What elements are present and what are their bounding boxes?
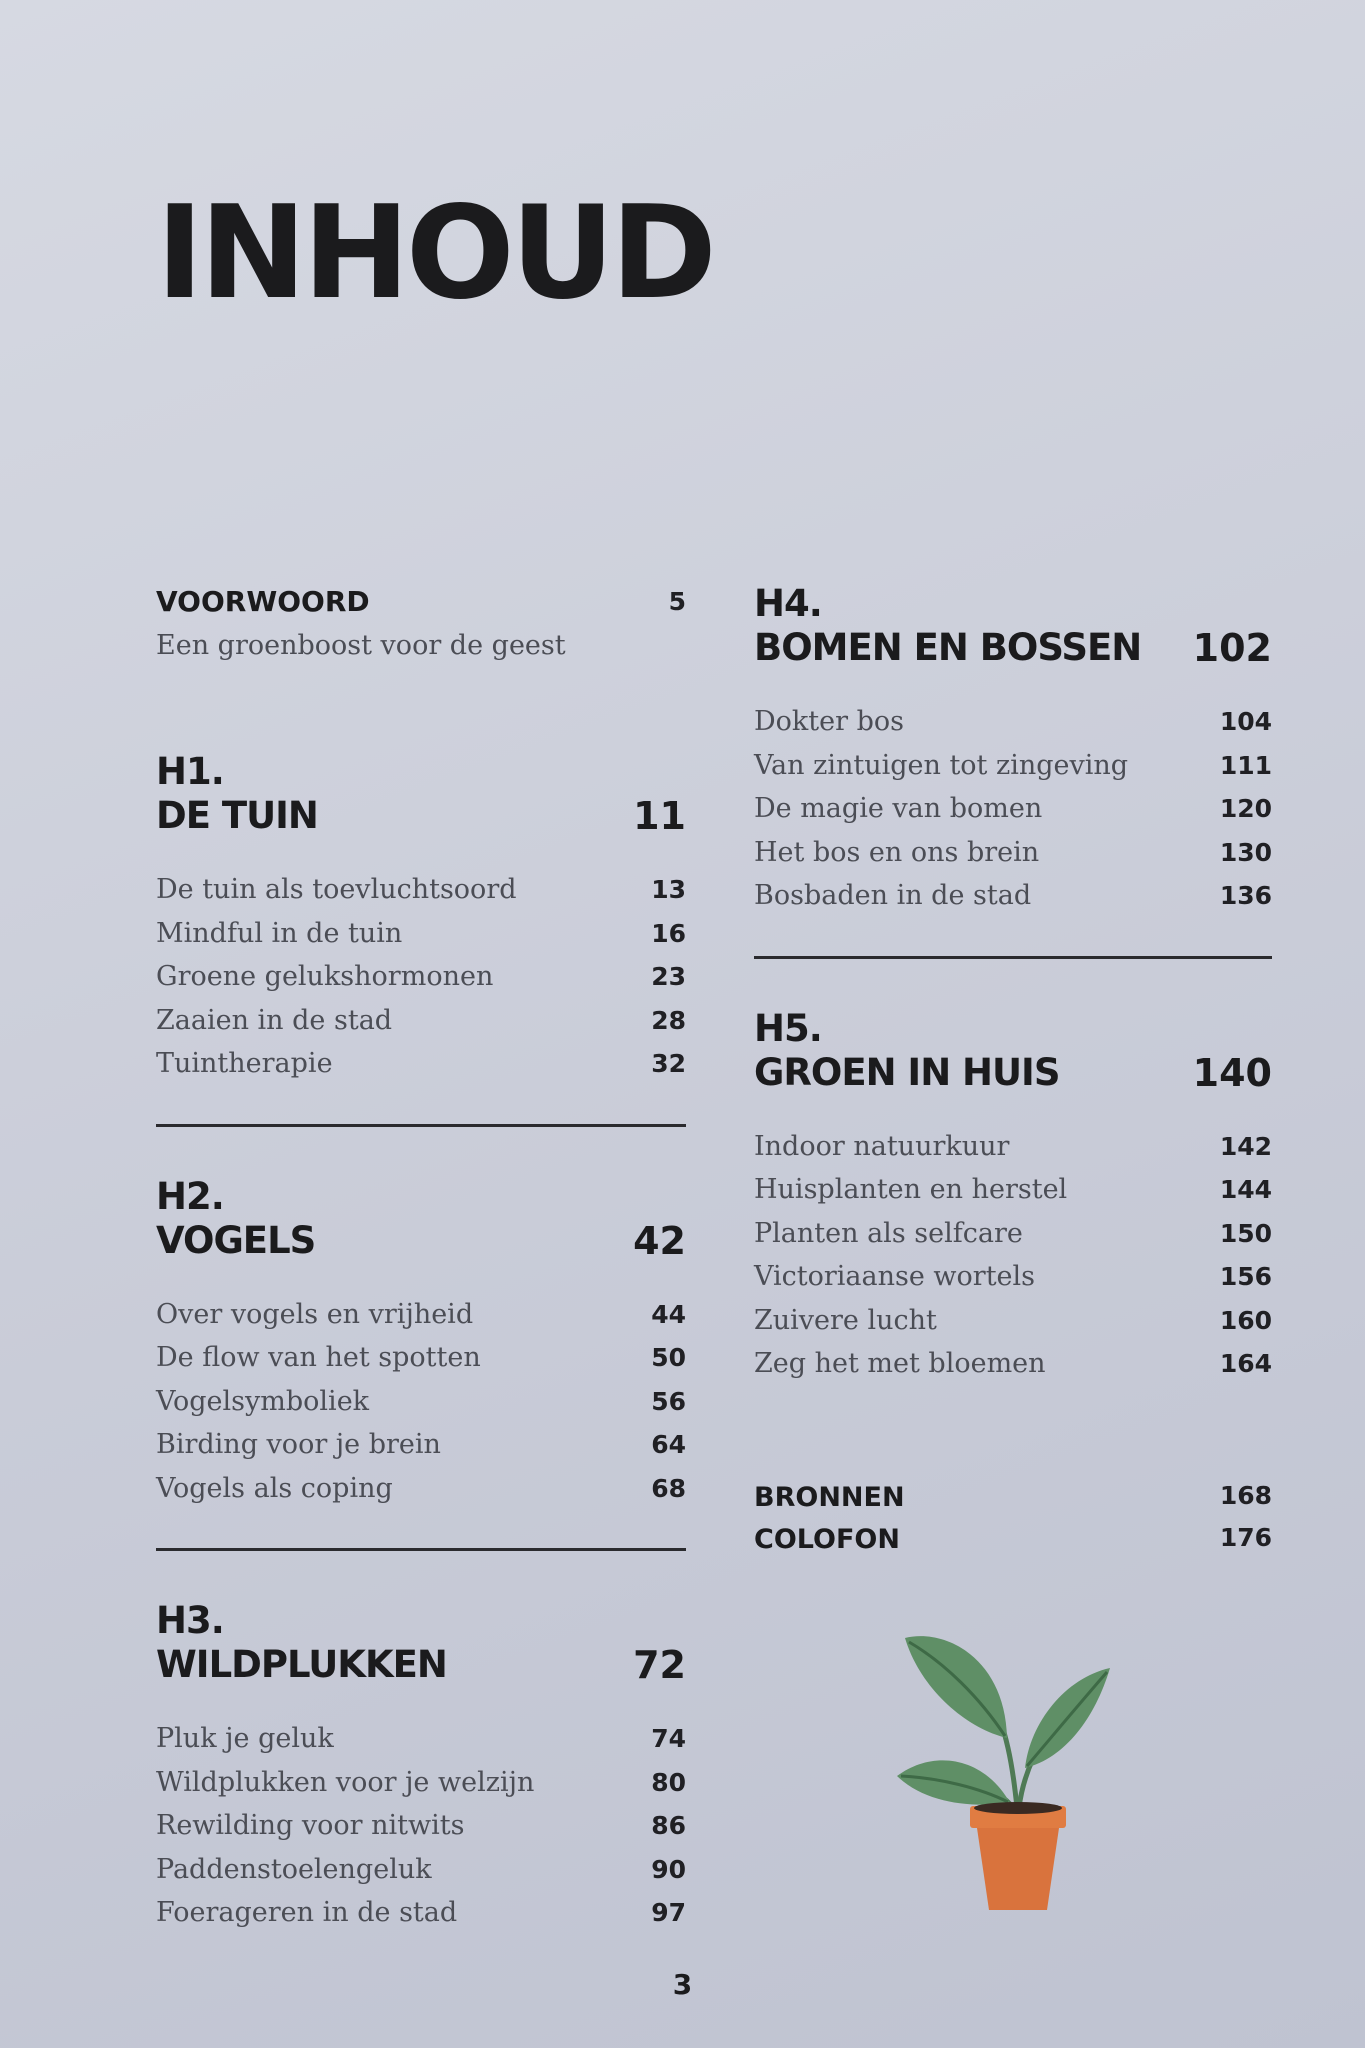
back-title: COLOFON [754,1523,900,1555]
section-divider [156,1548,686,1551]
toc-entry[interactable] [754,1214,1272,1258]
toc-entry[interactable] [156,1001,686,1045]
entry-title: Wildplukken voor je welzijn [156,1766,535,1798]
section-divider [156,1124,686,1127]
chapter-number: H1. [156,750,224,793]
entry-title: De tuin als toevluchtsoord [156,874,517,905]
entry-page-number: 32 [651,1049,686,1078]
toc-entry[interactable] [754,1257,1272,1301]
entry-title: Indoor natuurkuur [754,1130,1010,1162]
chapter-title: WILDPLUKKEN [156,1643,447,1686]
entry-page-number: 68 [651,1473,686,1503]
toc-entry[interactable] [156,1338,686,1382]
front-title: VOORWOORD [156,585,370,618]
entry-title: Huisplanten en herstel [754,1174,1068,1205]
entry-title: Zaaien in de stad [156,1004,393,1036]
entry-page-number: 90 [651,1854,686,1884]
entry-page-number: 50 [651,1343,686,1372]
entry-title: Tuintherapie [156,1048,333,1079]
chapter-page-number: 102 [1192,626,1272,670]
page-number: 3 [672,1968,693,2001]
toc-entry[interactable] [156,1893,686,1937]
entry-page-number: 136 [1219,881,1272,910]
chapter-page-number: 72 [633,1643,686,1687]
back-title: BRONNEN [754,1481,905,1513]
entry-page-number: 13 [651,875,686,904]
chapter-heading[interactable] [156,750,686,846]
toc-entry[interactable] [156,914,686,958]
entry-page-number: 97 [651,1898,686,1927]
entry-title: Over vogels en vrijheid [156,1298,474,1330]
toc-entry[interactable] [156,1806,686,1850]
chapter-heading[interactable] [156,1175,686,1271]
chapter-heading[interactable] [156,1599,686,1695]
entry-page-number: 142 [1219,1131,1272,1161]
chapter-heading[interactable] [754,1007,1272,1103]
chapter-number: H4. [754,582,822,625]
entry-page-number: 28 [651,1005,686,1035]
entry-title: Dokter bos [754,706,904,737]
entry-title: Zeg het met bloemen [754,1348,1046,1379]
entry-page-number: 160 [1219,1305,1272,1335]
entry-page-number: 74 [651,1724,686,1753]
toc-entry[interactable] [754,702,1272,746]
toc-entry[interactable] [156,1044,686,1088]
chapter-1 [156,750,686,1088]
toc-left-column [156,582,686,1937]
toc-entry[interactable] [754,789,1272,833]
entry-title: Birding voor je brein [156,1429,441,1460]
entry-page-number: 23 [651,962,686,991]
entry-title: Van zintuigen tot zingeving [754,749,1129,781]
entry-page-number: 56 [651,1386,686,1416]
toc-entry[interactable] [156,1850,686,1894]
entry-title: Groene gelukshormonen [156,961,494,992]
toc-entry[interactable] [156,957,686,1001]
entry-title: Vogelsymboliek [156,1385,370,1417]
toc-back-matter-colofon[interactable] [754,1520,1272,1562]
page-title: INHOUD [156,179,713,328]
back-page-number: 168 [1219,1480,1272,1510]
entry-title: Vogels als coping [156,1472,393,1504]
entry-title: Mindful in de tuin [156,917,403,949]
chapter-page-number: 11 [633,794,686,838]
chapter-page-number: 140 [1192,1050,1272,1095]
entry-title: Zuivere lucht [754,1304,937,1336]
toc-entry[interactable] [754,876,1272,920]
entry-title: Het bos en ons brein [754,836,1040,868]
entry-page-number: 150 [1219,1218,1272,1248]
toc-entry[interactable] [754,1344,1272,1388]
toc-entry[interactable] [754,1301,1272,1345]
toc-right-column [754,582,1272,1562]
entry-page-number: 104 [1219,707,1272,736]
entry-title: De flow van het spotten [156,1342,481,1373]
chapter-number: H2. [156,1174,224,1218]
chapter-5 [754,1007,1272,1388]
chapter-3 [156,1599,686,1937]
toc-back-matter-bronnen[interactable] [754,1478,1272,1520]
toc-entry[interactable] [754,1127,1272,1171]
chapter-4 [754,582,1272,920]
toc-entry[interactable] [156,870,686,914]
chapter-title: GROEN IN HUIS [754,1050,1060,1094]
chapter-heading[interactable] [754,582,1272,678]
chapter-2 [156,1175,686,1513]
entry-page-number: 111 [1219,750,1272,780]
entry-title: Planten als selfcare [754,1217,1023,1249]
section-divider [754,956,1272,959]
chapter-number: H3. [156,1599,224,1642]
entry-title: Victoriaanse wortels [754,1261,1036,1292]
entry-page-number: 120 [1219,794,1272,823]
entry-page-number: 144 [1219,1175,1272,1204]
front-page-number: 5 [668,587,686,616]
back-page-number: 176 [1219,1522,1272,1552]
entry-page-number: 80 [651,1767,686,1797]
chapter-page-number: 42 [633,1218,686,1263]
toc-entry[interactable] [156,1425,686,1469]
toc-entry[interactable] [156,1295,686,1339]
entry-page-number: 44 [651,1299,686,1329]
entry-title: Foerageren in de stad [156,1897,458,1928]
toc-entry[interactable] [156,1469,686,1513]
entry-page-number: 156 [1219,1262,1272,1291]
toc-entry[interactable] [156,1719,686,1763]
entry-page-number: 16 [651,918,686,948]
entry-title: Paddenstoelengeluk [156,1853,432,1885]
entry-page-number: 164 [1219,1349,1272,1378]
entry-title: De magie van bomen [754,793,1043,824]
entry-title: Rewilding voor nitwits [156,1810,465,1841]
toc-entry[interactable] [156,1382,686,1426]
entry-title: Pluk je geluk [156,1723,334,1754]
front-subtitle: Een groenboost voor de geest [156,630,566,661]
toc-entry[interactable] [754,746,1272,790]
entry-page-number: 86 [651,1811,686,1840]
toc-entry[interactable] [754,833,1272,877]
toc-front-matter[interactable] [156,582,686,686]
potted-plant-icon [895,1618,1135,1918]
chapter-title: BOMEN EN BOSSEN [754,626,1142,669]
chapter-title: DE TUIN [156,794,318,837]
entry-page-number: 130 [1219,837,1272,867]
chapter-number: H5. [754,1006,822,1050]
chapter-title: VOGELS [156,1218,316,1262]
toc-entry[interactable] [156,1763,686,1807]
entry-page-number: 64 [651,1430,686,1459]
toc-entry[interactable] [754,1170,1272,1214]
entry-title: Bosbaden in de stad [754,880,1032,911]
